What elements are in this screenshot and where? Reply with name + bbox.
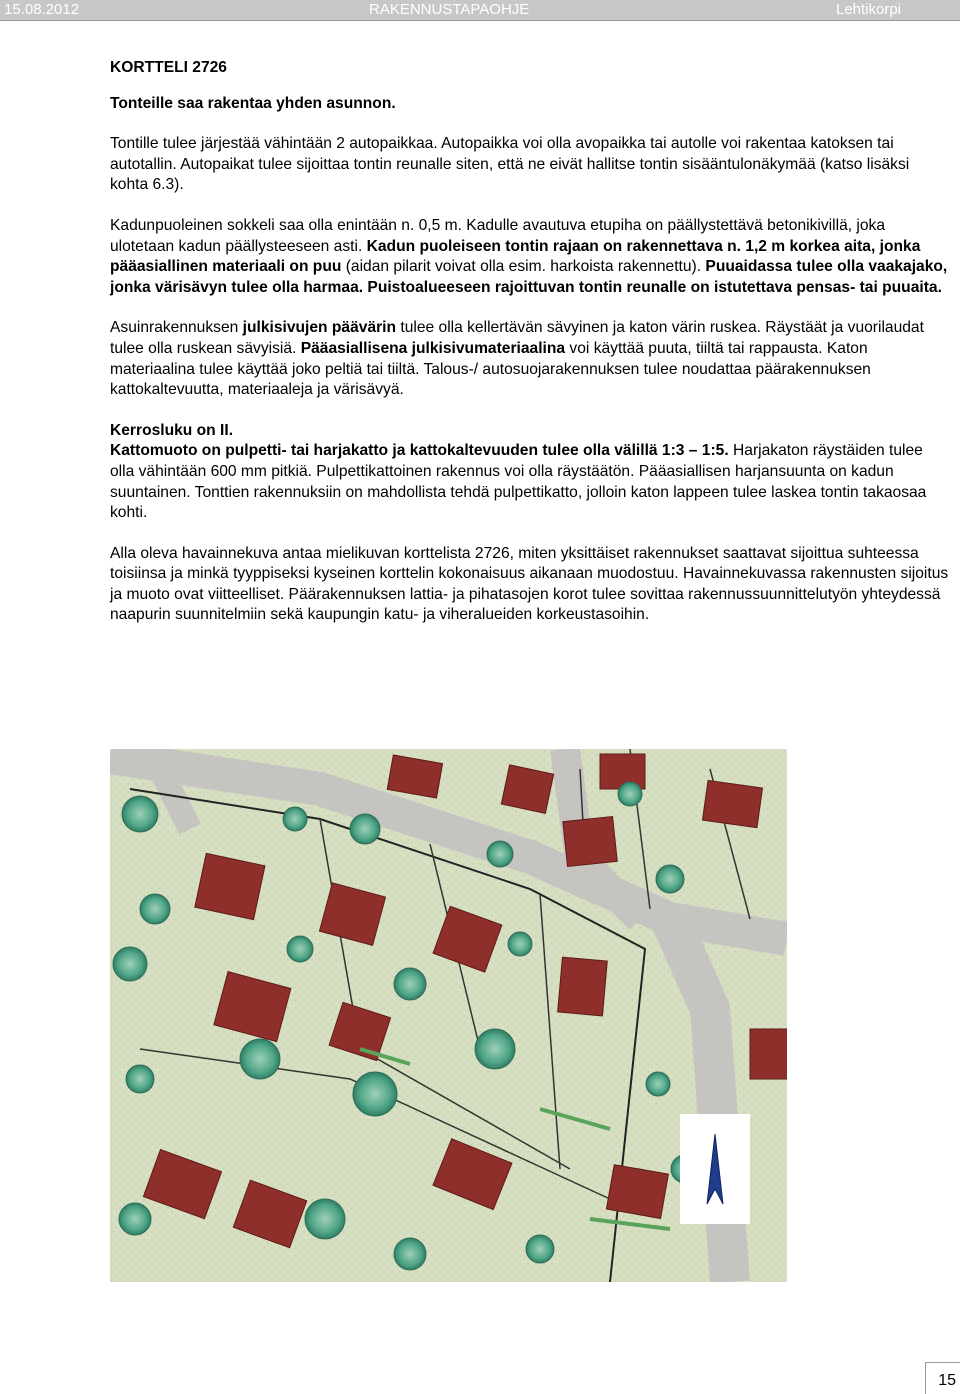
paragraph-roof — [110, 441, 950, 523]
block-title: KORTTELI 2726 — [110, 59, 227, 76]
p2-text-a: Kadunpuoleinen sokkeli saa olla enintään n. 0,5 m. Kadulle avautuva etupiha on päällystettävä betonikivillä, joka ulotetaan kadun päällysteeseen asti. — [110, 216, 886, 255]
header-title: RAKENNUSTAPAOHJE — [369, 1, 530, 18]
p3-text-e: voi käyttää puuta, tiiltä tai rappausta. Katon materiaalina tulee käyttää joko peltiä tai tiiltä. Talous-/ autosuojarakennuksen tulee noudattaa päärakennuksen kattokaltevuutta, materiaaleja ja värisävyä. — [110, 339, 871, 399]
paragraph-parking: Tontille tulee järjestää vähintään 2 autopaikkaa. Autopaikka voi olla avopaikka tai autolle voi rakentaa katoksen tai autotallin. Autopaikat tulee sijoittaa tontin reunalle siten, että ne eivät hallitse tontin sisääntulonäkymää (katso lisäksi kohta 6.3). — [110, 135, 910, 194]
site-plan-svg — [110, 749, 787, 1282]
p3-text-a: Asuinrakennuksen — [110, 319, 243, 337]
paragraph-illustration: Alla oleva havainnekuva antaa mielikuvan korttelista 2726, miten yksittäiset rakennukset saattavat sijoittua suhteessa toisiinsa ja minkä tyyppiseksi kyseinen korttelin kokonaisuus aikanaan muodostuu. Havainnekuvassa rakennusten sijoitus ja muoto ovat viitteelliset. Päärakennuksen lattia- ja pihatasojen korot tulee sovittaa rakennussuunnittelutyön yhteydessä naapurin suunnitelmiin sekä kaupungin katu- ja viheralueiden korkeustasoihin. — [110, 544, 949, 624]
p3-bold-b: julkisivujen päävärin — [242, 319, 397, 337]
paragraph-floors — [110, 421, 950, 442]
p2-bold-d: Puuaidassa tulee olla vaakajako, jonka värisävyn tulee olla harmaa. Puistoalueeseen rajoittuvan tontin reunalle on istutettava pensas- tai puuaita. — [110, 258, 948, 296]
header-date: 15.08.2012 — [4, 1, 80, 18]
p4-bold-b: Kattomuoto on pulpetti- tai harjakatto ja kattokaltevuuden tulee olla välillä 1:3 – 1:5. — [110, 442, 729, 460]
p2-bold-b: Kadun puoleiseen tontin rajaan on rakennettava n. 1,2 m korkea aita, jonka pääasiallinen materiaali on puu — [110, 237, 921, 276]
page-header — [0, 0, 960, 21]
page-number: 15 — [938, 1372, 956, 1389]
paragraph-facade — [110, 318, 950, 400]
p2-text-c: (aidan pilarit voivat olla esim. harkoista rakennettu). — [341, 258, 706, 276]
p3-bold-d: Pääasiallisena julkisivumateriaalina — [300, 339, 566, 357]
block-subtitle: Tonteille saa rakentaa yhden asunnon. — [110, 94, 396, 112]
header-place: Lehtikorpi — [835, 1, 901, 18]
site-plan-illustration — [110, 749, 787, 1282]
paragraph-fence — [110, 216, 950, 298]
document-body — [110, 58, 950, 626]
p3-text-c: tulee olla kellertävän sävyinen ja katon värin ruskea. Räystäät ja vuorilaudat tulee olla ruskean sävyisiä. — [110, 319, 924, 357]
p4-text-c: Harjakaton räystäiden tulee olla vähintään 600 mm pitkiä. Pulpettikattoinen rakennus voi olla räystäätön. Pääasiallisen harjansuunta on kadun suuntainen. Tonttien rakennuksiin on mahdollista tehdä pulpettikatto, jolloin katon lappeen tulee laskea tontin takaosaa kohti. — [110, 442, 927, 522]
p4-bold-a: Kerrosluku on II. — [110, 421, 234, 439]
